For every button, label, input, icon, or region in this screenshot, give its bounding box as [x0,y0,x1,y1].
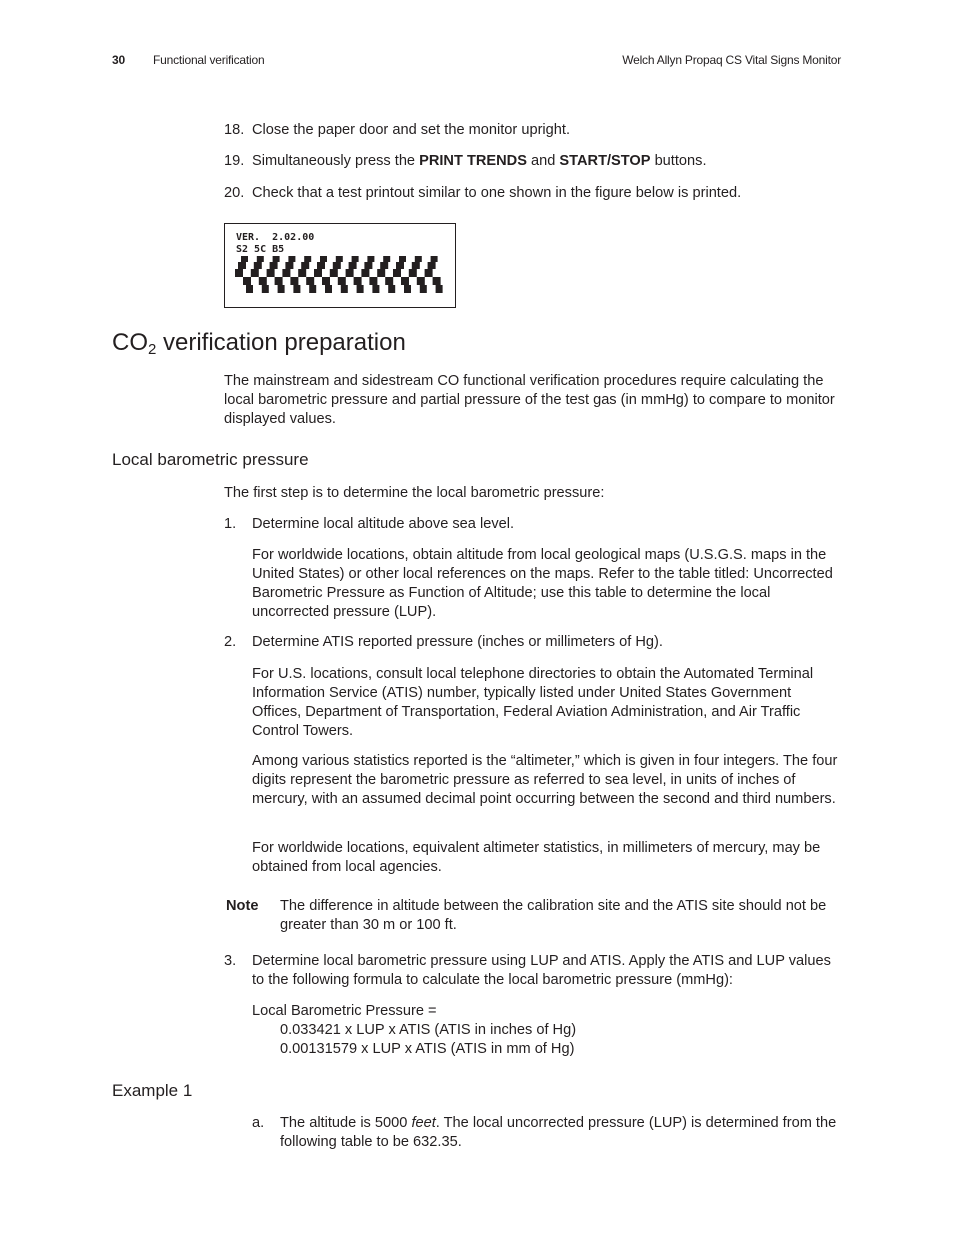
subsection-title-local-barometric-pressure: Local barometric pressure [112,450,309,469]
pattern-block [314,269,322,277]
pattern-block [436,285,443,293]
printout-version-line: VER. 2.02.00 [236,232,315,243]
step-detail: For worldwide locations, equivalent altimeter statistics, in millimeters of mercury, may be obtained from local agencies. [252,840,821,875]
pattern-block [275,277,283,285]
pattern-block [346,269,354,277]
pattern-block [317,262,325,269]
pattern-block [367,256,374,262]
local-lead: The first step is to determine the local barometric pressure: [224,485,605,501]
pattern-block [273,256,280,262]
step-number: 1. [224,516,237,532]
step-number: 20. [224,185,245,201]
pattern-block [377,269,385,277]
step-text [252,152,844,171]
pattern-block [243,277,251,285]
step-text: Determine local barometric pressure using LUP and ATIS. Apply the ATIS and LUP values to the following formula to calculate the local barometric pressure (mmHg): [252,953,831,988]
printout-code-line: S2 5C B5 [236,244,285,255]
pattern-block [415,256,422,262]
pattern-block [338,277,346,285]
subsection-title-example: Example 1 [112,1081,193,1100]
pattern-block [380,262,388,269]
pattern-block [304,256,311,262]
button-name-print-trends: PRINT TRENDS [419,153,527,169]
section-title [112,328,406,365]
pattern-block [425,269,433,277]
step-number: 19. [224,153,245,169]
pattern-block [251,269,259,277]
pattern-block [254,262,262,269]
step-text: Determine local altitude above sea level. [252,516,515,532]
pattern-block [404,285,411,293]
step-text-part: Close the paper door and set the monitor upright. [252,122,571,138]
step-text-part: Simultaneously press the [252,153,420,169]
pattern-block [336,256,343,262]
pattern-block [246,285,253,293]
pattern-block [388,285,395,293]
pattern-block [298,269,306,277]
step-number: 2. [224,634,237,650]
example-item-label: a. [252,1115,265,1131]
pattern-block [325,285,332,293]
example-item-part: . The local uncorrected pressure (LUP) is determined from the following table to be 632.35. [280,1115,837,1150]
example-item-text [280,1114,844,1152]
pattern-block [288,256,295,262]
header-product-title: Welch Allyn Propaq CS Vital Signs Monitor [622,53,841,67]
pattern-block [396,262,404,269]
pattern-block [417,277,425,285]
step-number: 18. [224,122,245,138]
pattern-block [257,256,264,262]
pattern-block [333,262,341,269]
pattern-block [290,277,298,285]
step-detail: Among various statistics reported is the “altimeter,” which is given in four integers. The four digits represent the barometric pressure as referred to sea level, in units of inches of mercury, with an assumed decimal point occurring between the second and third numbers. [252,753,838,807]
pattern-block [320,256,327,262]
pattern-block [399,256,406,262]
pattern-block [306,277,314,285]
printout-text [236,232,314,256]
pattern-block [431,256,438,262]
pattern-block [393,269,401,277]
pattern-block [235,269,243,277]
header-section-title: Functional verification [153,53,265,67]
pattern-block [383,256,390,262]
section-intro: The mainstream and sidestream CO functional verification procedures require calculating the local barometric pressure and partial pressure of the test gas (in mmHg) to compare to monitor displayed values. [224,373,835,427]
step-detail: For U.S. locations, consult local telephone directories to obtain the Automated Terminal Information Service (ATIS) number, typically listed under United States Government Offices, Department of Transportation, Federal Aviation Administration, and Air Traffic Control Towers. [252,666,814,739]
pattern-block [352,256,359,262]
step-number: 3. [224,953,237,969]
example-item-emphasis: feet [411,1115,436,1131]
pattern-block [420,285,427,293]
pattern-block [301,262,309,269]
pattern-block [262,285,269,293]
pattern-block [409,269,417,277]
step-text-part: Check that a test printout similar to one shown in the figure below is printed. [252,185,742,201]
pattern-block [412,262,420,269]
pattern-block [267,269,275,277]
example-item-part: The altitude is 5000 [280,1115,412,1131]
pattern-block [282,269,290,277]
test-printout-figure [224,223,456,308]
pattern-block [433,277,441,285]
pattern-block [238,262,246,269]
pattern-block [401,277,409,285]
pattern-block [270,262,278,269]
printout-test-pattern [235,256,445,298]
formula-label: Local Barometric Pressure = [252,1003,437,1019]
pattern-block [285,262,293,269]
pattern-block [278,285,285,293]
pattern-block [349,262,357,269]
step-text: Determine ATIS reported pressure (inches or millimeters of Hg). [252,634,663,650]
step-text [252,121,844,140]
pattern-block [293,285,300,293]
pattern-block [357,285,364,293]
pattern-block [259,277,267,285]
pattern-block [322,277,330,285]
pattern-block [330,269,338,277]
pattern-block [372,285,379,293]
section-title-subscript: 2 [148,341,157,358]
note-label: Note [226,898,259,914]
note-text: The difference in altitude between the calibration site and the ATIS site should not be greater than 30 m or 100 ft. [280,898,827,933]
page-number: 30 [112,53,125,67]
section-title-part: verification preparation [156,329,406,356]
pattern-block [364,262,372,269]
pattern-block [341,285,348,293]
pattern-block [385,277,393,285]
pattern-block [354,277,362,285]
button-name-start-stop: START/STOP [559,153,651,169]
pattern-block [369,277,377,285]
step-detail: For worldwide locations, obtain altitude from local geological maps (U.S.G.S. maps in the United States) or other local references on the maps. Refer to the table titled: Uncorrected Barometric Pressure as Function of Altitude; use this table to determine the local uncorrected pressure (LUP). [252,547,833,620]
formula-line: 0.00131579 x LUP x ATIS (ATIS in mm of Hg) [280,1041,575,1057]
formula-line: 0.033421 x LUP x ATIS (ATIS in inches of Hg) [280,1022,577,1038]
pattern-block [428,262,436,269]
pattern-block [361,269,369,277]
step-text-part: and [526,153,560,169]
section-title-part: CO [112,329,148,356]
step-text-part: buttons. [650,153,707,169]
pattern-block [309,285,316,293]
step-text [252,184,844,203]
pattern-block [241,256,248,262]
